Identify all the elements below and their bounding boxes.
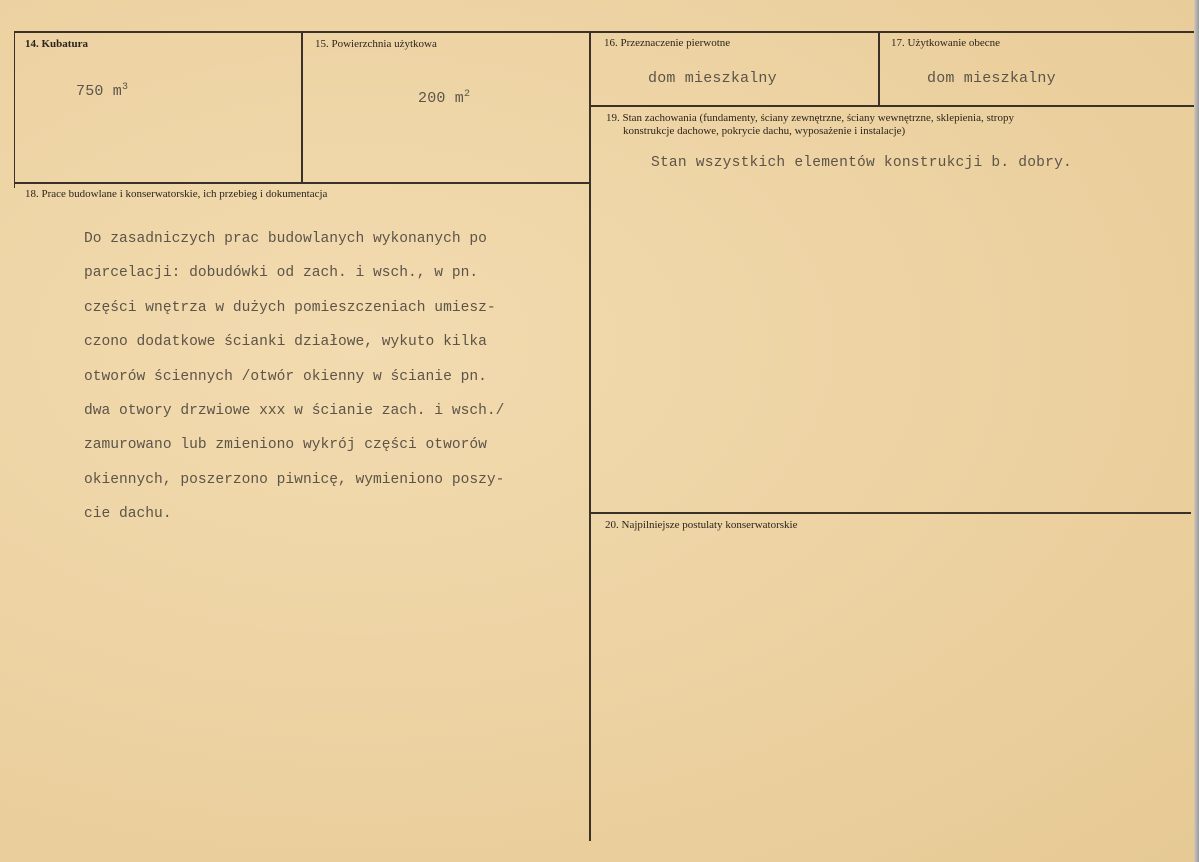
kubatura-value: 750 m [76,83,123,100]
field-19-value: Stan wszystkich elementów konstrukcji b. dobry. [651,155,1073,171]
field-18-line: otworów ściennych /otwór okienny w ścianie pn. [84,368,487,385]
divider-row1-right [590,105,1195,107]
powierzchnia-value: 200 m [418,90,465,107]
left-border-line [14,31,15,188]
field-18-line: dwa otwory drzwiowe xxx w ścianie zach. i wsch./ [84,402,505,419]
field-18-line: cie dachu. [84,506,172,523]
divider-center [589,33,591,841]
field-15-label: 15. Powierzchnia użytkowa [315,38,437,50]
field-18-line: czono dodatkowe ścianki działowe, wykuto kilka [84,334,487,351]
divider-row1-left [14,182,590,184]
divider-19-20 [590,512,1191,514]
field-17-label: 17. Użytkowanie obecne [891,37,1001,49]
field-15-value [418,89,470,107]
field-17-value: dom mieszkalny [927,70,1056,87]
field-16-value: dom mieszkalny [648,70,777,87]
field-16-label: 16. Przeznaczenie pierwotne [604,37,731,49]
powierzchnia-unit-exponent: 2 [464,89,471,100]
field-18-line: Do zasadniczych prac budowlanych wykonanych po [84,231,487,247]
divider-14-15 [301,33,303,182]
field-18-label: 18. Prace budowlane i konserwatorskie, ich przebieg i dokumentacja [25,188,328,200]
field-19-label: 19. Stan zachowania (fundamenty, ściany zewnętrzne, ściany wewnętrzne, sklepienia, stropy [606,112,1014,124]
scan-edge [1194,0,1199,862]
field-14-value [76,82,128,100]
field-18-line: parcelacji: dobudówki od zach. i wsch., w pn. [84,265,479,282]
divider-16-17 [878,33,880,105]
field-18-line: okiennych, poszerzono piwnicę, wymieniono poszy- [84,471,505,488]
field-18-line: zamurowano lub zmieniono wykrój części otworów [84,437,487,454]
field-18-text [84,222,584,532]
field-20-label: 20. Najpilniejsze postulaty konserwatorskie [605,519,798,531]
top-border-line [14,31,1195,33]
field-19-label-cont: konstrukcje dachowe, pokrycie dachu, wyposażenie i instalacje) [623,125,906,137]
kubatura-unit-exponent: 3 [122,82,129,93]
field-18-line: części wnętrza w dużych pomieszczeniach umiesz- [84,299,496,316]
field-14-label: 14. Kubatura [25,38,88,50]
